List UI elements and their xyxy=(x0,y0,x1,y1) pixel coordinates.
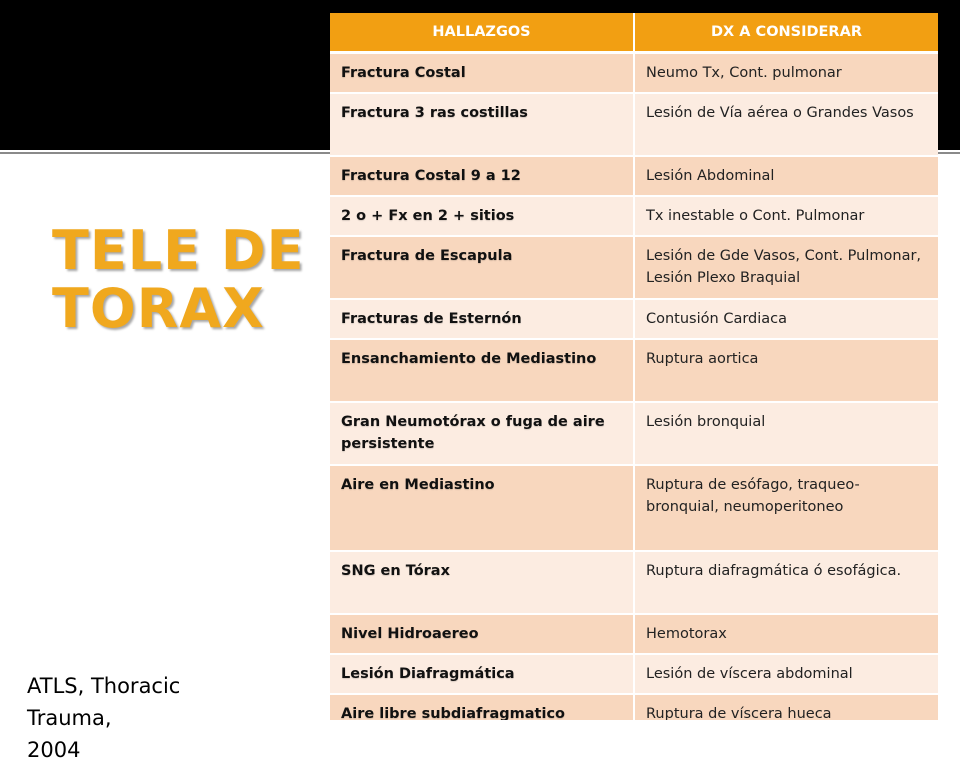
findings-table-container xyxy=(330,13,940,720)
hallazgo-cell: Aire libre subdiafragmatico xyxy=(330,694,634,720)
citation-line2: 2004 xyxy=(27,738,81,762)
dx-cell: Lesión bronquial xyxy=(634,402,938,465)
dx-cell: Lesión de Vía aérea o Grandes Vasos xyxy=(634,93,938,156)
table-row xyxy=(330,93,938,156)
dx-cell: Lesión Abdominal xyxy=(634,156,938,196)
dx-cell: Ruptura de esófago, traqueo-bronquial, neumoperitoneo xyxy=(634,465,938,551)
hallazgo-cell: Fracturas de Esternón xyxy=(330,299,634,339)
findings-table xyxy=(330,13,938,720)
hallazgo-cell: Fractura 3 ras costillas xyxy=(330,93,634,156)
dx-cell: Tx inestable o Cont. Pulmonar xyxy=(634,196,938,236)
citation-line1: ATLS, Thoracic Trauma, xyxy=(27,674,181,730)
dx-cell: Lesión de Gde Vasos, Cont. Pulmonar, Lesión Plexo Braquial xyxy=(634,236,938,299)
table-row xyxy=(330,551,938,614)
hallazgo-cell: Fractura Costal 9 a 12 xyxy=(330,156,634,196)
dx-cell: Hemotorax xyxy=(634,614,938,654)
table-row xyxy=(330,694,938,720)
dx-cell: Ruptura diafragmática ó esofágica. xyxy=(634,551,938,614)
hallazgo-cell: Lesión Diafragmática xyxy=(330,654,634,694)
header-dx: DX A CONSIDERAR xyxy=(634,13,938,53)
header-hallazgos: HALLAZGOS xyxy=(330,13,634,53)
table-row xyxy=(330,236,938,299)
table-header-row xyxy=(330,13,938,53)
table-row xyxy=(330,402,938,465)
hallazgo-cell: Fractura Costal xyxy=(330,53,634,94)
table-row xyxy=(330,339,938,402)
hallazgo-cell: Nivel Hidroaereo xyxy=(330,614,634,654)
slide-title xyxy=(52,219,322,340)
slide-title-line2: TORAX xyxy=(52,277,265,340)
table-row xyxy=(330,196,938,236)
hallazgo-cell: Gran Neumotórax o fuga de aire persistente xyxy=(330,402,634,465)
dx-cell: Ruptura aortica xyxy=(634,339,938,402)
hallazgo-cell: Aire en Mediastino xyxy=(330,465,634,551)
table-row xyxy=(330,156,938,196)
hallazgo-cell: 2 o + Fx en 2 + sitios xyxy=(330,196,634,236)
hallazgo-cell: Ensanchamiento de Mediastino xyxy=(330,339,634,402)
table-row xyxy=(330,299,938,339)
table-row xyxy=(330,654,938,694)
table-row xyxy=(330,465,938,551)
table-row xyxy=(330,53,938,94)
dx-cell: Ruptura de víscera hueca xyxy=(634,694,938,720)
dx-cell: Contusión Cardiaca xyxy=(634,299,938,339)
hallazgo-cell: SNG en Tórax xyxy=(330,551,634,614)
hallazgo-cell: Fractura de Escapula xyxy=(330,236,634,299)
table-row xyxy=(330,614,938,654)
slide-title-line1: TELE DE xyxy=(52,219,305,282)
dx-cell: Lesión de víscera abdominal xyxy=(634,654,938,694)
citation xyxy=(27,670,267,766)
dx-cell: Neumo Tx, Cont. pulmonar xyxy=(634,53,938,94)
